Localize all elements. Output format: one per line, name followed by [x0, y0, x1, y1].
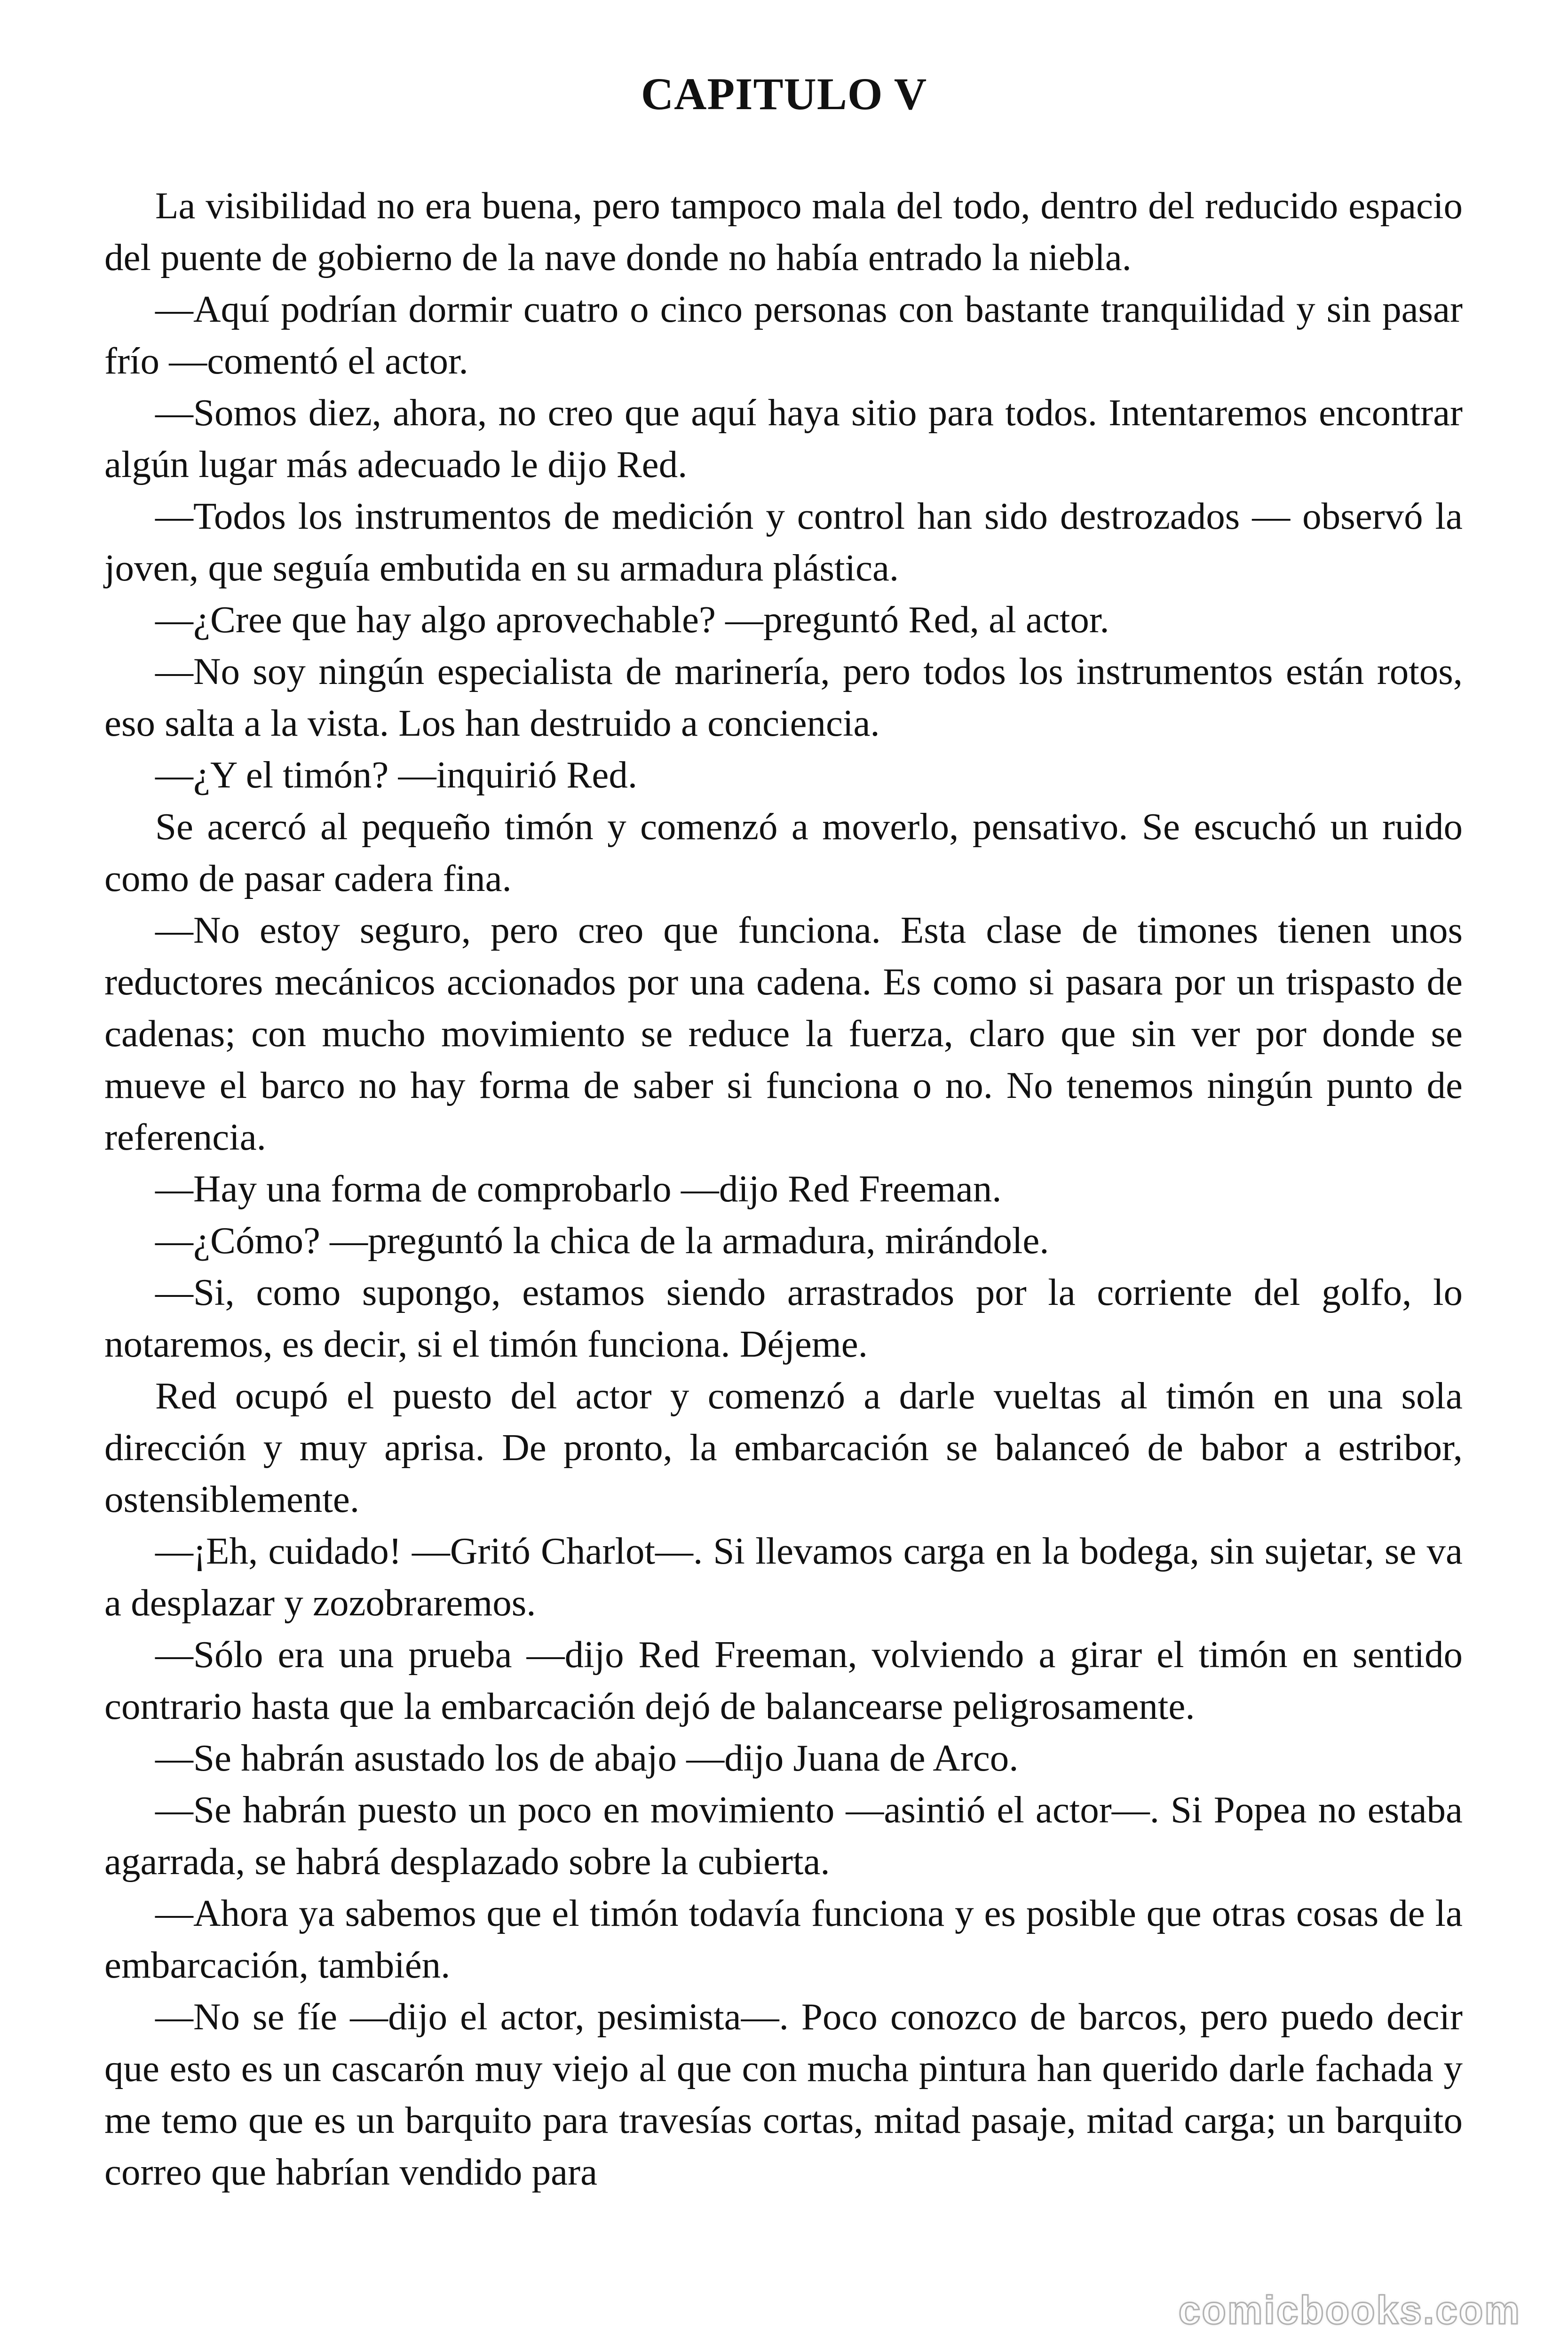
paragraph: —Si, como supongo, estamos siendo arrastrados por la corriente del golfo, lo notaremos, es decir, si el timón funciona. Déjeme. — [104, 1271, 1463, 1365]
paragraph: —Aquí podrían dormir cuatro o cinco personas con bastante tranquilidad y sin pasar frío —comentó el actor. — [104, 288, 1463, 382]
paragraph: —Sólo era una prueba —dijo Red Freeman, volviendo a girar el timón en sentido contrario hasta que la embarcación dejó de balancearse peligrosamente. — [104, 1633, 1463, 1727]
chapter-title: CAPITULO V — [641, 69, 927, 119]
paragraph: —Se habrán puesto un poco en movimiento —asintió el actor—. Si Popea no estaba agarrada, se habrá desplazado sobre la cubierta. — [104, 1788, 1463, 1883]
paragraph: —Se habrán asustado los de abajo —dijo Juana de Arco. — [155, 1737, 1019, 1779]
paragraph: —¿Cómo? —preguntó la chica de la armadura, mirándole. — [155, 1219, 1049, 1262]
paragraph: La visibilidad no era buena, pero tampoco mala del todo, dentro del reducido espacio del puente de gobierno de la nave donde no había entrado la niebla. — [104, 184, 1463, 278]
paragraph: —Hay una forma de comprobarlo —dijo Red Freeman. — [155, 1168, 1002, 1210]
paragraph: —No soy ningún especialista de marinería, pero todos los instrumentos están rotos, eso salta a la vista. Los han destruido a conciencia. — [104, 650, 1463, 744]
paragraph: —Somos diez, ahora, no creo que aquí haya sitio para todos. Intentaremos encontrar algún lugar más adecuado le dijo Red. — [104, 391, 1463, 485]
paragraph: —¿Cree que hay algo aprovechable? —preguntó Red, al actor. — [155, 598, 1109, 641]
paragraph: Se acercó al pequeño timón y comenzó a moverlo, pensativo. Se escuchó un ruido como de pasar cadera fina. — [104, 805, 1463, 899]
watermark: comicbooks.com — [1174, 2286, 1526, 2335]
chapter-body — [104, 180, 1463, 2198]
paragraph: —No estoy seguro, pero creo que funciona. Esta clase de timones tienen unos reductores mecánicos accionados por una cadena. Es como si pasara por un trispasto de cadenas; con mucho movimiento se reduce la fuerza, claro que sin ver por donde se mueve el barco no hay forma de saber si funciona o no. No tenemos ningún punto de referencia. — [104, 909, 1463, 1158]
paragraph: —Ahora ya sabemos que el timón todavía funciona y es posible que otras cosas de la embarcación, también. — [104, 1892, 1463, 1986]
paragraph: —¡Eh, cuidado! —Gritó Charlot—. Si llevamos carga en la bodega, sin sujetar, se va a desplazar y zozobraremos. — [104, 1530, 1463, 1624]
paragraph: —No se fíe —dijo el actor, pesimista—. Poco conozco de barcos, pero puedo decir que esto es un cascarón muy viejo al que con mucha pintura han querido darle fachada y me temo que es un barquito para travesías cortas, mitad pasaje, mitad carga; un barquito correo que habrían vendido para — [104, 1995, 1463, 2193]
paragraph: —¿Y el timón? —inquirió Red. — [155, 754, 638, 796]
paragraph: Red ocupó el puesto del actor y comenzó a darle vueltas al timón en una sola dirección y muy aprisa. De pronto, la embarcación se balanceó de babor a estribor, ostensiblemente. — [104, 1375, 1463, 1520]
paragraph: —Todos los instrumentos de medición y control han sido destrozados — observó la joven, que seguía embutida en su armadura plástica. — [104, 495, 1463, 589]
